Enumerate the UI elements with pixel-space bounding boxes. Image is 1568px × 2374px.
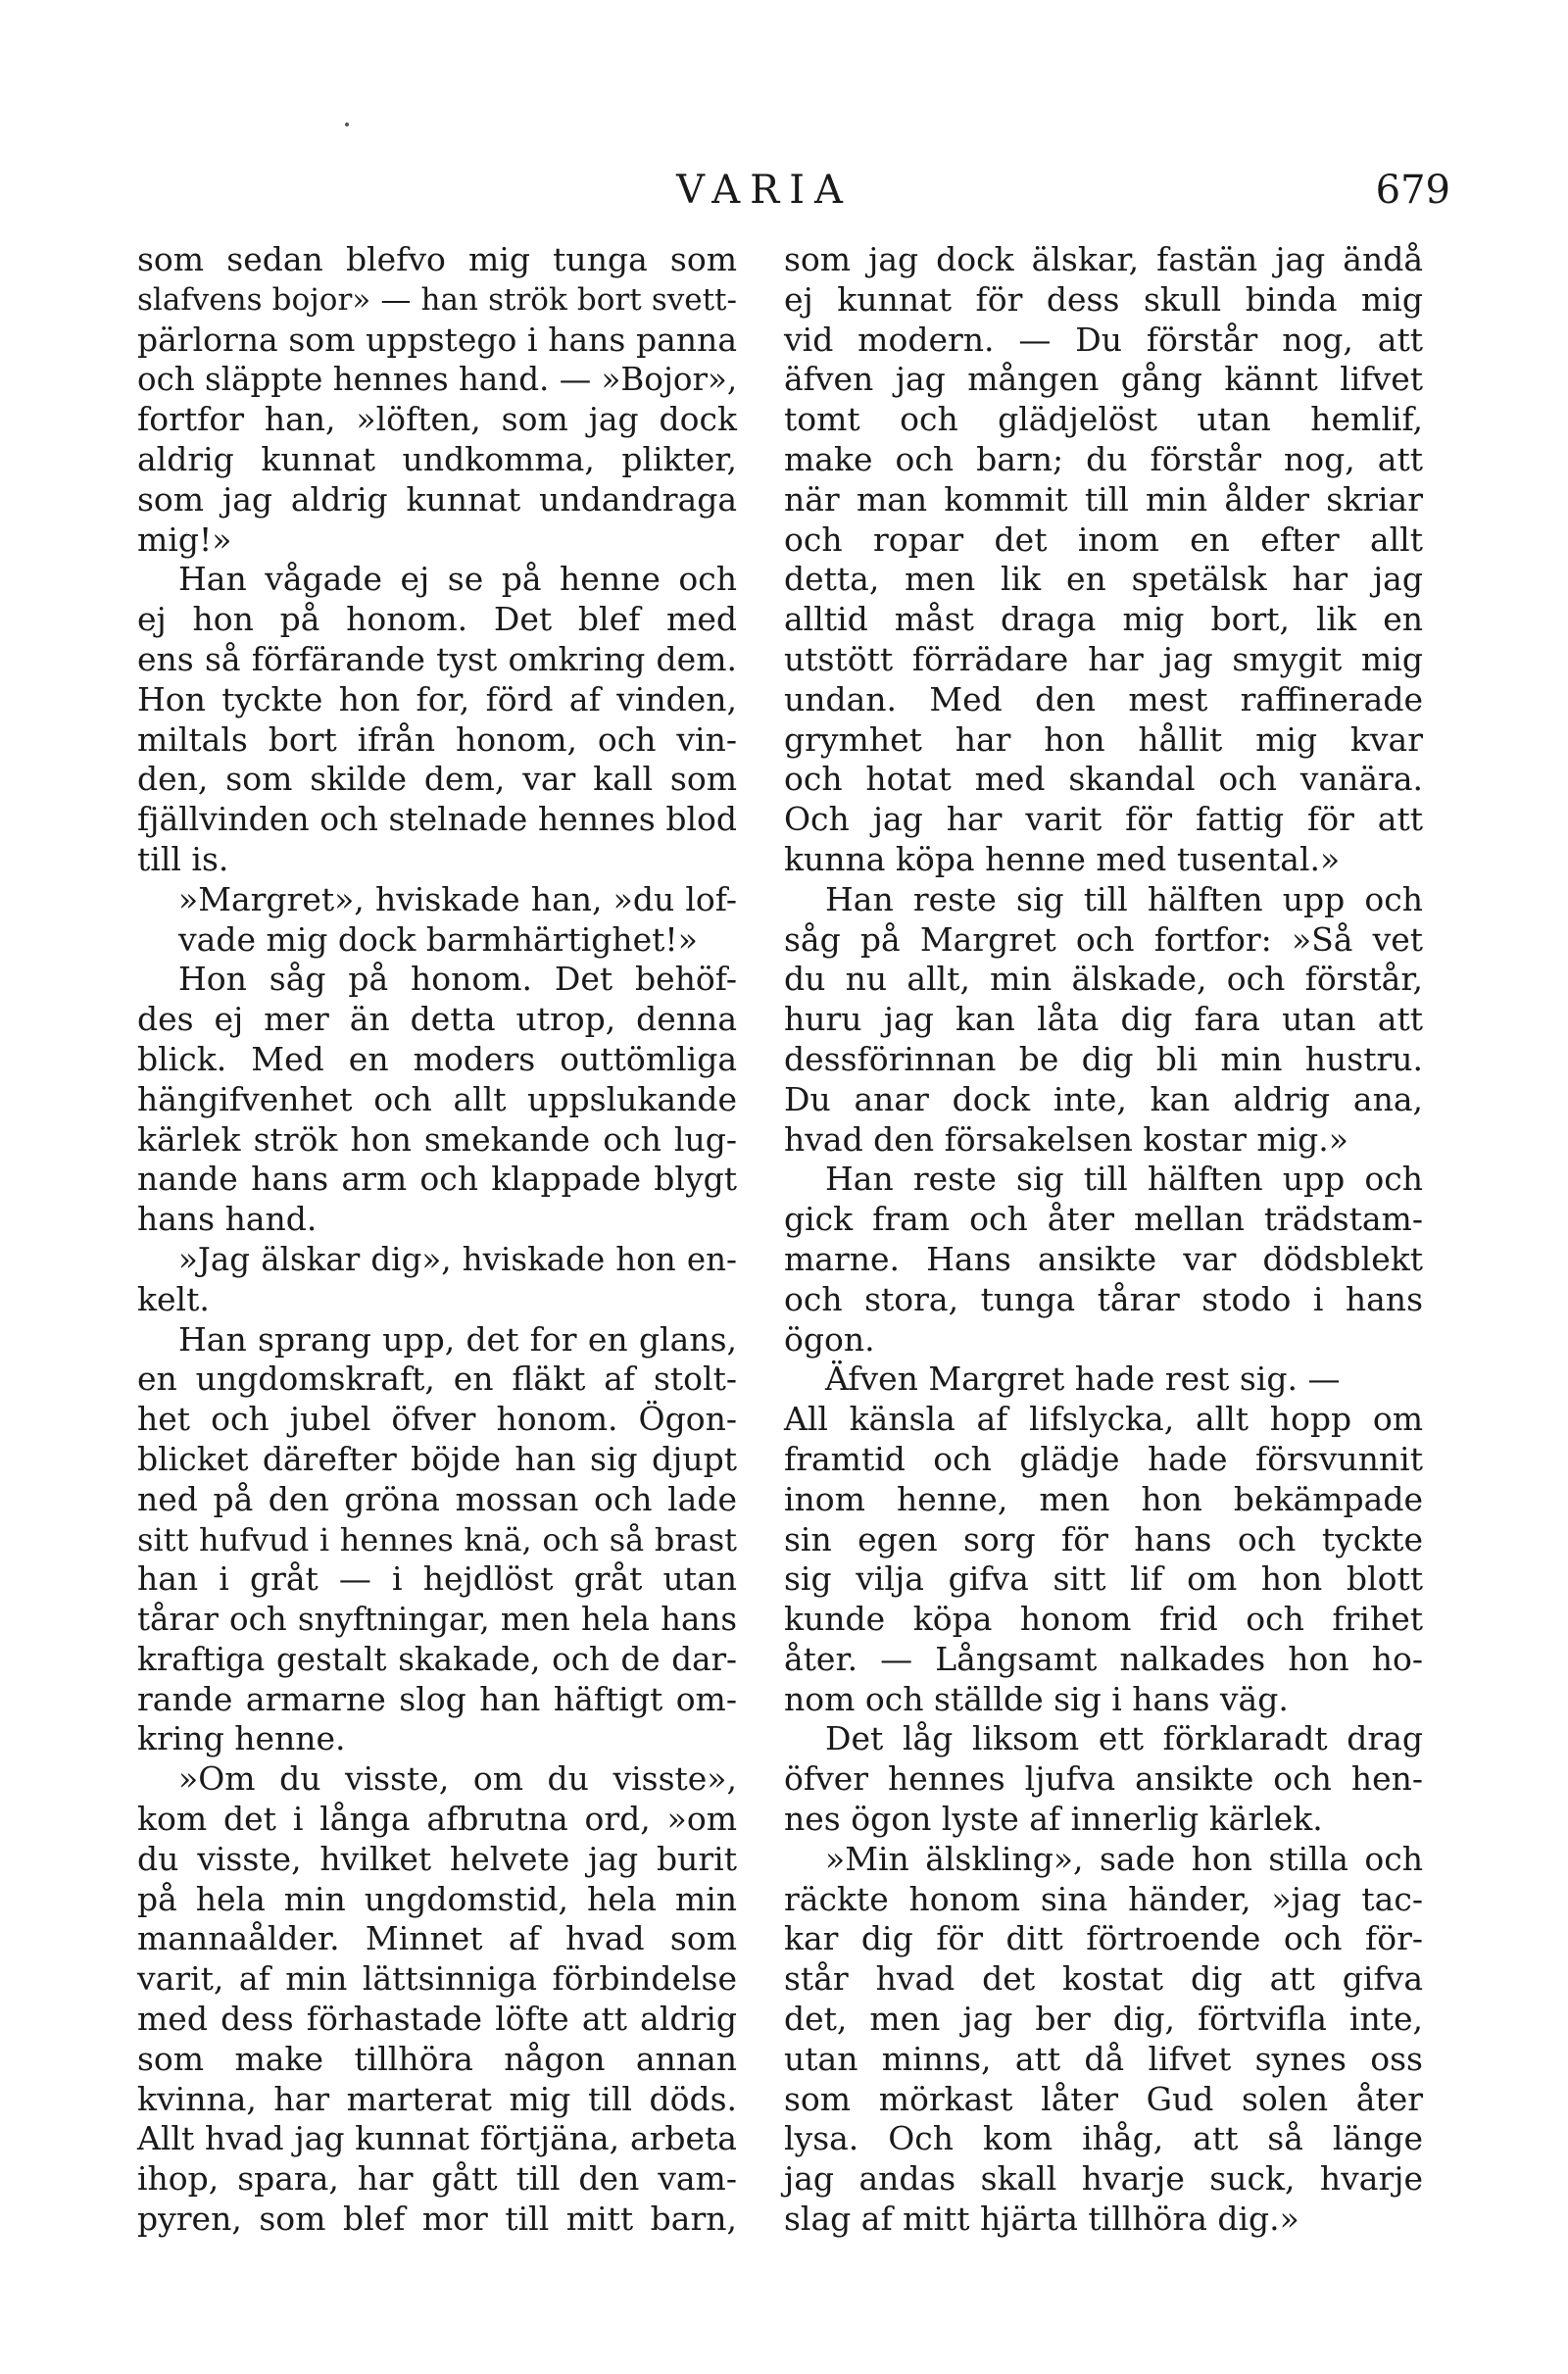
text-line: kvinna, har marterat mig till döds. <box>137 2079 737 2118</box>
text-line: pärlorna som uppstego i hans panna <box>137 320 737 359</box>
text-line: med dess förhastade löfte att aldrig <box>137 2000 737 2039</box>
text-line: räckte honom sina händer, »jag tac- <box>784 1879 1423 1918</box>
text-line: åter. — Långsamt nalkades hon ho- <box>784 1639 1423 1678</box>
text-line: dessförinnan be dig bli min hustru. <box>784 1039 1423 1078</box>
text-line: äfven jag mången gång kännt lifvet <box>784 360 1423 399</box>
text-line: huru jag kan låta dig fara utan att <box>784 1000 1423 1039</box>
text-line: kraftiga gestalt skakade, och de dar- <box>137 1640 737 1678</box>
text-line: såg på Margret och fortfor: »Så vet <box>784 919 1423 959</box>
text-line: som sedan blefvo mig tunga som <box>137 240 737 278</box>
text-line: som jag aldrig kunnat undandraga <box>137 479 737 519</box>
text-line: när man kommit till min ålder skriar <box>784 479 1423 519</box>
text-line: slafvens bojor» — han strök bort svett- <box>137 281 737 318</box>
text-line: blicket därefter böjde han sig djupt <box>137 1439 737 1478</box>
text-line: Du anar dock inte, kan aldrig ana, <box>784 1079 1423 1118</box>
text-line: ned på den gröna mossan och lade <box>137 1479 737 1518</box>
text-line: utan minns, att då lifvet synes oss <box>784 2039 1423 2078</box>
text-line: lysa. Och kom ihåg, att så länge <box>784 2119 1423 2158</box>
text-line: och hotat med skandal och vanära. <box>784 760 1423 799</box>
text-line: Allt hvad jag kunnat förtjäna, arbeta <box>137 2119 737 2158</box>
text-line: varit, af min lättsinniga förbindelse <box>137 1959 737 1999</box>
text-line: utstött förrädare har jag smygit mig <box>784 639 1423 678</box>
text-line: inom henne, men hon bekämpade <box>784 1479 1423 1518</box>
text-line: rande armarne slog han häftigt om- <box>137 1679 737 1718</box>
text-line: den, som skilde dem, var kall som <box>137 760 737 799</box>
text-line: nande hans arm och klappade blygt <box>137 1160 737 1199</box>
text-line: han i gråt — i hejdlöst gråt utan <box>137 1559 737 1599</box>
text-line: fjällvinden och stelnade hennes blod <box>137 800 737 839</box>
text-line: »Min älskling», sade hon stilla och <box>825 1839 1423 1878</box>
text-line: kar dig för ditt förtroende och för- <box>784 1919 1423 1958</box>
text-line: grymhet har hon hållit mig kvar <box>784 719 1423 759</box>
text-line: du visste, hvilket helvete jag burit <box>137 1839 737 1878</box>
text-line: miltals bort ifrån honom, och vin- <box>137 719 737 759</box>
text-line: ens så förfärande tyst omkring dem. <box>137 639 737 678</box>
text-line: »Jag älskar dig», hviskade hon en- <box>178 1240 737 1278</box>
text-line: Äfven Margret hade rest sig. — <box>825 1360 1341 1399</box>
text-line: make och barn; du förstår nog, att <box>784 439 1423 478</box>
text-line: slag af mitt hjärta tillhöra dig.» <box>784 2200 1299 2239</box>
text-line: framtid och glädje hade försvunnit <box>784 1439 1423 1478</box>
text-line: som mörkast låter Gud solen åter <box>784 2079 1423 2118</box>
text-line: ej hon på honom. Det blef med <box>137 600 737 639</box>
text-line: en ungdomskraft, en fläkt af stolt- <box>137 1360 737 1399</box>
text-line: des ej mer än detta utrop, denna <box>137 1000 737 1039</box>
text-line: detta, men lik en spetälsk har jag <box>784 560 1423 599</box>
text-line: kunde köpa honom frid och frihet <box>784 1600 1423 1639</box>
running-title: VARIA <box>676 168 853 213</box>
text-line: kom det i långa afbrutna ord, »om <box>137 1800 737 1839</box>
text-line: hvad den försakelsen kostar mig.» <box>784 1119 1348 1159</box>
text-line: på hela min ungdomstid, hela min <box>137 1879 737 1918</box>
text-line: Han reste sig till hälften upp och <box>825 1160 1423 1199</box>
text-line: sitt hufvud i hennes knä, och så brast <box>137 1520 737 1558</box>
text-line: aldrig kunnat undkomma, plikter, <box>137 439 737 478</box>
text-line: öfver hennes ljufva ansikte och hen- <box>784 1759 1423 1799</box>
text-line: och ropar det inom en efter allt <box>784 519 1423 559</box>
text-line: mannaålder. Minnet af hvad som <box>137 1919 737 1958</box>
text-line: Han vågade ej se på henne och <box>178 560 737 599</box>
text-line: står hvad det kostat dig att gifva <box>784 1959 1423 1999</box>
text-line: ej kunnat för dess skull binda mig <box>784 279 1423 319</box>
text-line: alltid måst draga mig bort, lik en <box>784 600 1423 639</box>
text-line: sin egen sorg för hans och tyckte <box>784 1519 1423 1558</box>
text-line: hängifvenhet och allt uppslukande <box>137 1079 737 1118</box>
text-line: sig vilja gifva sitt lif om hon blott <box>784 1559 1423 1599</box>
text-line: Och jag har varit för fattig för att <box>784 800 1423 839</box>
text-line: kunna köpa henne med tusental.» <box>784 839 1341 878</box>
page-number: 679 <box>1375 168 1450 213</box>
text-line: nes ögon lyste af innerlig kärlek. <box>784 1800 1323 1839</box>
text-line: jag andas skall hvarje suck, hvarje <box>784 2159 1423 2199</box>
text-line: till is. <box>137 839 229 878</box>
text-line: hans hand. <box>137 1200 318 1239</box>
text-line: Han reste sig till hälften upp och <box>825 879 1423 918</box>
text-line: tomt och glädjelöst utan hemlif, <box>784 400 1423 439</box>
text-line: fortfor han, »löften, som jag dock <box>137 400 737 439</box>
text-line: kärlek strök hon smekande och lug- <box>137 1119 737 1159</box>
text-line: Hon såg på honom. Det behöf- <box>178 960 737 999</box>
text-line: och stora, tunga tårar stodo i hans <box>784 1279 1423 1318</box>
text-line: kelt. <box>137 1279 210 1318</box>
right-column <box>784 240 1423 2240</box>
text-line: vid modern. — Du förstår nog, att <box>784 320 1423 359</box>
text-line: Hon tyckte hon for, förd af vinden, <box>137 679 737 718</box>
text-line: Det låg liksom ett förklaradt drag <box>825 1719 1423 1758</box>
text-line: mig!» <box>137 519 232 559</box>
text-line: pyren, som blef mor till mitt barn, <box>137 2200 737 2239</box>
text-line: All känsla af lifslycka, allt hopp om <box>784 1400 1423 1439</box>
text-line: ihop, spara, har gått till den vam- <box>137 2159 737 2199</box>
text-line: det, men jag ber dig, förtvifla inte, <box>784 2000 1423 2039</box>
text-line: vade mig dock barmhärtighet!» <box>178 919 698 959</box>
left-column <box>137 240 737 2240</box>
text-line: blick. Med en moders outtömliga <box>137 1039 737 1078</box>
text-line: gick fram och åter mellan trädstam- <box>784 1200 1423 1239</box>
text-line: tårar och snyftningar, men hela hans <box>137 1601 737 1639</box>
text-line: marne. Hans ansikte var dödsblekt <box>784 1239 1423 1278</box>
printer-mark <box>345 123 349 126</box>
text-line: »Margret», hviskade han, »du lof- <box>178 879 737 918</box>
text-line: du nu allt, min älskade, och förstår, <box>784 960 1423 999</box>
text-line: Han sprang upp, det for en glans, <box>178 1319 737 1359</box>
text-line: ögon. <box>784 1319 875 1359</box>
text-line: nom och ställde sig i hans väg. <box>784 1679 1289 1718</box>
text-line: som jag dock älskar, fastän jag ändå <box>784 240 1423 278</box>
text-line: kring henne. <box>137 1719 346 1758</box>
text-line: och släppte hennes hand. — »Bojor», <box>137 361 738 399</box>
text-line: »Om du visste, om du visste», <box>178 1759 737 1799</box>
text-line: het och jubel öfver honom. Ögon- <box>137 1400 737 1439</box>
page-header <box>0 161 1568 220</box>
text-line: som make tillhöra någon annan <box>137 2039 737 2078</box>
text-line: undan. Med den mest raffinerade <box>784 679 1423 718</box>
